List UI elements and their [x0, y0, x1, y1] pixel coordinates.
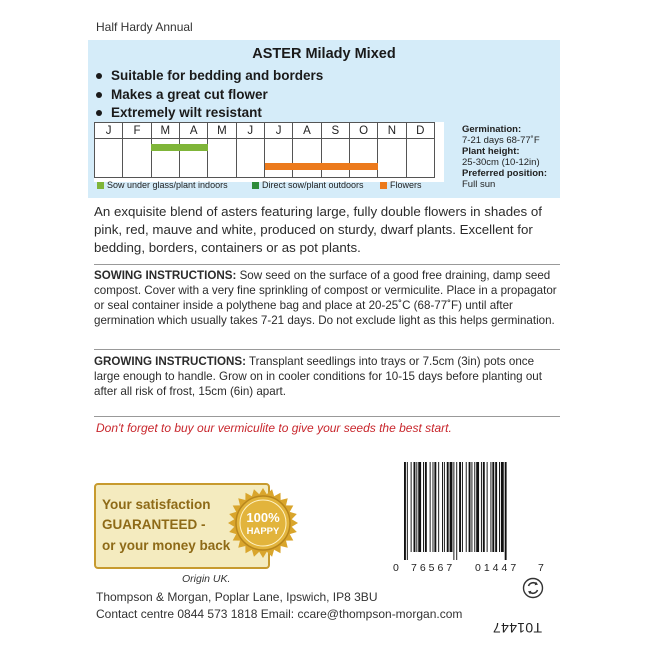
- product-description: An exquisite blend of asters featuring large, fully double flowers in shades of pink, red, mauve and white, produced on sturdy, dwarf plants. Excellent for bedding, borders, containers or as pot plants.: [94, 204, 542, 255]
- barcode-bar: [456, 462, 457, 560]
- month-jun: J: [237, 123, 265, 177]
- position-value: Full sun: [462, 179, 496, 190]
- feature-item: Suitable for bedding and borders: [96, 67, 323, 86]
- barcode-bar: [501, 462, 504, 552]
- legend-direct-sow: Direct sow/plant outdoors: [252, 180, 364, 190]
- company-address: Thompson & Morgan, Poplar Lane, Ipswich, IP8 3BU: [96, 590, 378, 604]
- barcode-bar: [444, 462, 445, 552]
- month-feb: F: [123, 123, 151, 177]
- barcode-bar: [481, 462, 482, 552]
- month-may: M: [208, 123, 236, 177]
- barcode-bar: [404, 462, 406, 560]
- recycle-icon: [522, 577, 544, 599]
- sowing-heading: SOWING INSTRUCTIONS:: [94, 269, 237, 282]
- sowing-text: Sow seed on the surface of a good free draining, damp seed compost. Cover with a very fine sprinkling of compost or vermiculite. Place in a propagator or seal container inside a polythene bag and place at 20-25˚C (68-77˚F) until after germination which usually takes 7-21 days. Do not exclude light as this helps germination.: [94, 269, 557, 327]
- barcode-bar: [433, 462, 434, 552]
- barcode-bar: [425, 462, 427, 552]
- barcode-bar: [495, 462, 497, 552]
- growing-text: Transplant seedlings into trays or 7.5cm (3in) pots once large enough to handle. Grow on in cooler conditions for 10-15 days before planting out after all risk of frost, 15cm (6in) apart.: [94, 355, 542, 398]
- month-dec: D: [416, 125, 425, 137]
- barcode-digit-right: 7: [538, 562, 544, 574]
- barcode-digit-left: 0: [393, 562, 399, 574]
- growing-instructions: [94, 354, 560, 399]
- section-divider: [94, 416, 560, 417]
- legend-swatch: [252, 182, 259, 189]
- barcode-bar: [469, 462, 471, 552]
- calendar-divider: [94, 138, 435, 139]
- barcode-bar: [411, 462, 412, 552]
- barcode-bar: [483, 462, 485, 552]
- sowing-instructions: [94, 268, 560, 328]
- section-divider: [94, 264, 560, 265]
- barcode-bar: [459, 462, 461, 552]
- vermiculite-note: Don't forget to buy our vermiculite to give your seeds the best start.: [96, 421, 452, 435]
- barcode-bar: [434, 462, 436, 552]
- sowing-calendar: [94, 122, 444, 182]
- barcode-bar: [471, 462, 472, 552]
- feature-list: [96, 67, 323, 123]
- month-jan: J: [95, 123, 123, 177]
- barcode-bar: [505, 462, 507, 560]
- feature-item: Makes a great cut flower: [96, 86, 323, 105]
- month-jul: J: [265, 123, 293, 177]
- bullet-icon: [96, 92, 102, 98]
- guarantee-line-1: Your satisfaction: [102, 497, 211, 512]
- barcode-group-1: 76567: [411, 562, 456, 574]
- barcode-bar: [474, 462, 475, 552]
- barcode-bar: [487, 462, 488, 552]
- month-oct: O: [350, 123, 378, 177]
- barcode-bar: [416, 462, 417, 552]
- barcode-bar: [442, 462, 443, 552]
- guarantee-line-2: GUARANTEED -: [102, 517, 206, 532]
- barcode-bar: [414, 462, 416, 552]
- barcode-bar: [453, 462, 454, 560]
- barcode-group-2: 01447: [475, 562, 520, 574]
- month-aug: A: [293, 123, 321, 177]
- seal-happy: HAPPY: [246, 526, 280, 537]
- germination-value: 7-21 days 68-77˚F: [462, 135, 540, 146]
- barcode-bar: [450, 462, 453, 552]
- growing-heading: GROWING INSTRUCTIONS:: [94, 355, 246, 368]
- month-mar: M: [152, 123, 180, 177]
- legend-swatch: [97, 182, 104, 189]
- plant-info: [462, 124, 562, 190]
- barcode-bar: [462, 462, 463, 552]
- feature-item: Extremely wilt resistant: [96, 104, 323, 123]
- barcode-bar: [423, 462, 424, 552]
- flowering-bar: [265, 163, 379, 170]
- barcode-bar: [407, 462, 408, 560]
- barcode-bar: [499, 462, 500, 552]
- seal-percent: 100%: [246, 510, 280, 525]
- legend-sow-indoor: Sow under glass/plant indoors: [97, 180, 228, 190]
- barcode-bar: [476, 462, 479, 552]
- product-code: T01447: [492, 620, 542, 636]
- contact-details: Contact centre 0844 573 1818 Email: ccare@thompson-morgan.com: [96, 607, 463, 621]
- bullet-icon: [96, 110, 102, 116]
- germination-label: Germination:: [462, 124, 522, 135]
- bullet-icon: [96, 73, 102, 79]
- barcode-bar: [418, 462, 421, 552]
- sow-indoor-bar: [151, 144, 208, 151]
- height-label: Plant height:: [462, 146, 520, 157]
- barcode-bar: [430, 462, 431, 552]
- barcode-bar: [447, 462, 449, 552]
- category-label: Half Hardy Annual: [96, 20, 193, 34]
- barcode-bar: [438, 462, 439, 552]
- guarantee-line-3: or your money back: [102, 538, 231, 553]
- legend-swatch: [380, 182, 387, 189]
- origin-text: Origin UK.: [182, 573, 231, 585]
- month-nov: N: [378, 123, 406, 177]
- height-value: 25-30cm (10-12in): [462, 157, 540, 168]
- legend-flowers: Flowers: [380, 180, 422, 190]
- barcode-bar: [492, 462, 494, 552]
- position-label: Preferred position:: [462, 168, 547, 179]
- month-sep: S: [322, 123, 350, 177]
- barcode-bar: [490, 462, 491, 552]
- happy-seal-icon: [226, 486, 300, 560]
- product-title: ASTER Milady Mixed: [252, 46, 396, 62]
- section-divider: [94, 349, 560, 350]
- month-apr: A: [180, 123, 208, 177]
- barcode-bar: [466, 462, 467, 552]
- barcode-icon: [402, 462, 534, 560]
